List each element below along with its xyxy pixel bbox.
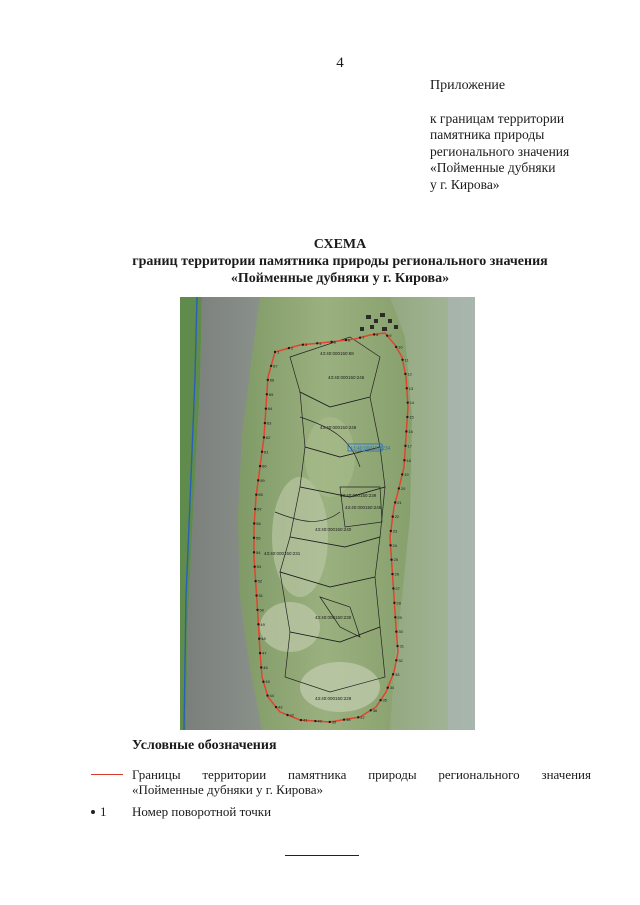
legend-boundary-text-2: «Пойменные дубняки у г. Кирова»	[132, 782, 324, 797]
appendix-line: у г. Кирова»	[430, 176, 500, 192]
turning-point-label: 18	[406, 457, 411, 463]
turning-point-marker	[253, 522, 255, 524]
turning-point-label: 9	[389, 333, 392, 339]
parcel-label: 43:40:000150:246	[328, 375, 365, 380]
turning-point-label: 7	[362, 335, 365, 341]
turning-point-marker	[407, 401, 409, 403]
appendix-line: регионального значения	[430, 143, 570, 159]
turning-point-marker	[253, 537, 255, 539]
turning-point-marker	[300, 719, 302, 721]
turning-point-label: 26	[394, 571, 399, 577]
turning-point-label: 56	[256, 520, 261, 526]
turning-point-label: 15	[409, 414, 414, 420]
appendix-line: к границам территории	[430, 110, 565, 126]
turning-point-label: 13	[408, 385, 414, 391]
turning-point-marker	[359, 336, 361, 338]
turning-point-label: 59	[260, 477, 265, 483]
turning-point-marker	[257, 479, 259, 481]
turning-point-label: 61	[264, 449, 269, 455]
turning-point-marker	[395, 659, 397, 661]
turning-point-label: 52	[257, 578, 263, 584]
appendix-line: «Пойменные дубняки	[430, 160, 556, 175]
turning-point-label: 20	[400, 485, 406, 491]
turning-point-label: 43	[278, 704, 283, 710]
turning-point-label: 28	[396, 600, 401, 606]
turning-point-marker	[330, 341, 332, 343]
turning-point-marker	[255, 493, 257, 495]
turning-point-label: 11	[404, 357, 409, 363]
turning-point-label: 19	[404, 471, 409, 477]
turning-point-label: 24	[392, 542, 398, 548]
turning-point-label: 64	[267, 406, 273, 412]
turning-point-marker	[286, 714, 288, 716]
turning-point-label: 38	[346, 717, 351, 723]
turning-point-marker	[316, 342, 318, 344]
parcel-label: 43:40:000150:239	[340, 493, 377, 498]
turning-point-marker	[404, 373, 406, 375]
turning-point-label: 51	[258, 593, 264, 599]
turning-point-label: 8	[376, 331, 379, 337]
turning-point-marker	[288, 347, 290, 349]
turning-point-marker	[329, 721, 331, 723]
scheme-title	[0, 236, 640, 287]
turning-point-marker	[275, 706, 277, 708]
turning-point-marker	[264, 422, 266, 424]
point-dot-icon	[91, 810, 95, 814]
turning-point-marker	[390, 530, 392, 532]
legend-point-text: Номер поворотной точки	[132, 804, 272, 819]
turning-point-marker	[267, 379, 269, 381]
turning-point-marker	[259, 652, 261, 654]
turning-point-label: 37	[360, 714, 365, 720]
turning-point-marker	[253, 551, 255, 553]
turning-point-marker	[345, 339, 347, 341]
turning-point-label: 10	[398, 344, 403, 350]
turning-point-marker	[386, 334, 388, 336]
turning-point-label: 5	[333, 339, 336, 345]
highlight-label: 43:40:000150:234	[350, 446, 391, 452]
turning-point-label: 32	[398, 657, 403, 663]
turning-point-marker	[261, 451, 263, 453]
turning-point-label: 17	[407, 443, 412, 449]
turning-point-marker	[401, 359, 403, 361]
turning-point-label: 39	[331, 719, 337, 725]
title-line-2: границ территории памятника природы регионального значения	[132, 254, 548, 269]
turning-point-marker	[253, 566, 255, 568]
turning-point-marker	[389, 544, 391, 546]
turning-point-marker	[392, 515, 394, 517]
appendix-heading: Приложение	[430, 78, 506, 93]
turning-point-marker	[259, 465, 261, 467]
turning-point-marker	[394, 501, 396, 503]
turning-point-label: 23	[392, 528, 398, 534]
turning-point-label: 41	[302, 717, 308, 723]
turning-point-marker	[396, 645, 398, 647]
turning-point-label: 21	[397, 499, 402, 505]
turning-point-label: 6	[347, 337, 351, 343]
turning-point-label: 16	[408, 428, 413, 434]
turning-point-label: 33	[395, 671, 400, 677]
turning-point-marker	[258, 638, 260, 640]
parcel-label: 43:40:000150:245	[345, 505, 382, 510]
turning-point-label: 30	[398, 629, 403, 635]
turning-point-label: 31	[399, 643, 404, 649]
title-line-3: «Пойменные дубняки у г. Кирова»	[230, 271, 450, 286]
scheme-map	[180, 297, 475, 730]
turning-point-label: 60	[262, 463, 267, 469]
turning-point-marker	[392, 587, 394, 589]
turning-point-label: 14	[409, 400, 415, 406]
turning-point-label: 35	[382, 697, 388, 703]
turning-point-label: 2	[290, 345, 294, 351]
turning-point-label: 66	[269, 377, 275, 383]
appendix-line: памятника природы	[430, 127, 545, 142]
turning-point-marker	[394, 616, 396, 618]
turning-point-marker	[392, 673, 394, 675]
turning-point-marker	[343, 718, 345, 720]
turning-point-marker	[257, 623, 259, 625]
turning-point-label: 53	[256, 564, 262, 570]
turning-point-marker	[265, 407, 267, 409]
parcel-label: 43:40:000150:230	[315, 615, 352, 620]
turning-point-marker	[302, 344, 304, 346]
turning-point-label: 67	[273, 363, 278, 369]
boundary-line-symbol	[91, 774, 123, 775]
turning-point-label: 22	[394, 514, 400, 520]
turning-point-label: 29	[397, 614, 402, 620]
turning-point-marker	[406, 387, 408, 389]
turning-point-label: 42	[289, 712, 294, 718]
turning-point-marker	[266, 393, 268, 395]
turning-point-marker	[274, 351, 276, 353]
footer-divider	[285, 855, 359, 856]
parcel-label: 43:40:000150:249	[320, 425, 357, 430]
turning-point-label: 27	[395, 585, 400, 591]
turning-point-marker	[357, 716, 359, 718]
turning-point-marker	[373, 333, 375, 335]
turning-point-label: 44	[269, 693, 275, 699]
turning-point-marker	[406, 416, 408, 418]
map-image	[180, 297, 475, 730]
east-water	[448, 297, 475, 730]
turning-point-label: 45	[265, 679, 270, 685]
turning-point-label: 62	[265, 434, 271, 440]
turning-point-marker	[393, 602, 395, 604]
turning-point-label: 46	[263, 665, 268, 671]
turning-point-label: 48	[261, 636, 266, 642]
turning-point-marker	[395, 346, 397, 348]
turning-point-label: 12	[407, 371, 412, 377]
turning-point-marker	[379, 699, 381, 701]
turning-point-label: 4	[319, 340, 322, 346]
turning-point-label: 65	[268, 391, 274, 397]
turning-point-marker	[254, 508, 256, 510]
turning-point-label: 63	[266, 420, 272, 426]
turning-point-marker	[260, 666, 262, 668]
turning-point-marker	[391, 573, 393, 575]
turning-point-label: 57	[257, 506, 262, 512]
turning-point-label: 58	[258, 492, 263, 498]
page-number: 4	[336, 55, 344, 71]
turning-point-label: 54	[256, 549, 261, 555]
turning-point-marker	[314, 720, 316, 722]
turning-point-label: 49	[260, 621, 265, 627]
turning-point-marker	[390, 558, 392, 560]
turning-point-marker	[403, 459, 405, 461]
turning-point-marker	[370, 709, 372, 711]
turning-point-marker	[395, 630, 397, 632]
turning-point-label: 3	[304, 342, 308, 348]
parcel-label: 43:40:000150:229	[315, 696, 352, 701]
turning-point-label: 50	[259, 607, 264, 613]
parcel-label: 43:40:000150:240	[315, 527, 352, 532]
turning-point-label: 34	[389, 685, 395, 691]
turning-point-marker	[387, 687, 389, 689]
turning-point-marker	[256, 609, 258, 611]
turning-point-marker	[255, 594, 257, 596]
appendix-block	[430, 78, 630, 193]
turning-point-marker	[401, 473, 403, 475]
turning-point-marker	[398, 487, 400, 489]
turning-point-label: 36	[372, 707, 378, 713]
turning-point-marker	[270, 365, 272, 367]
turning-point-label: 1	[277, 349, 280, 355]
turning-point-label: 40	[317, 718, 322, 724]
turning-point-marker	[404, 445, 406, 447]
title-line-1: СХЕМА	[313, 237, 367, 252]
legend-boundary-text: Границы территории памятника природы регионального значения	[132, 767, 591, 782]
legend-title: Условные обозначения	[132, 738, 277, 753]
turning-point-marker	[254, 580, 256, 582]
parcel-label: 43:40:000150:68	[320, 351, 354, 356]
parcel-label: 43:40:000150:231	[264, 551, 301, 556]
turning-point-marker	[405, 430, 407, 432]
turning-point-marker	[266, 694, 268, 696]
turning-point-label: 25	[393, 557, 398, 563]
turning-point-marker	[263, 436, 265, 438]
turning-point-label: 47	[262, 650, 267, 656]
legend-point-example: 1	[100, 804, 107, 819]
turning-point-label: 55	[256, 535, 261, 541]
turning-point-marker	[262, 680, 264, 682]
